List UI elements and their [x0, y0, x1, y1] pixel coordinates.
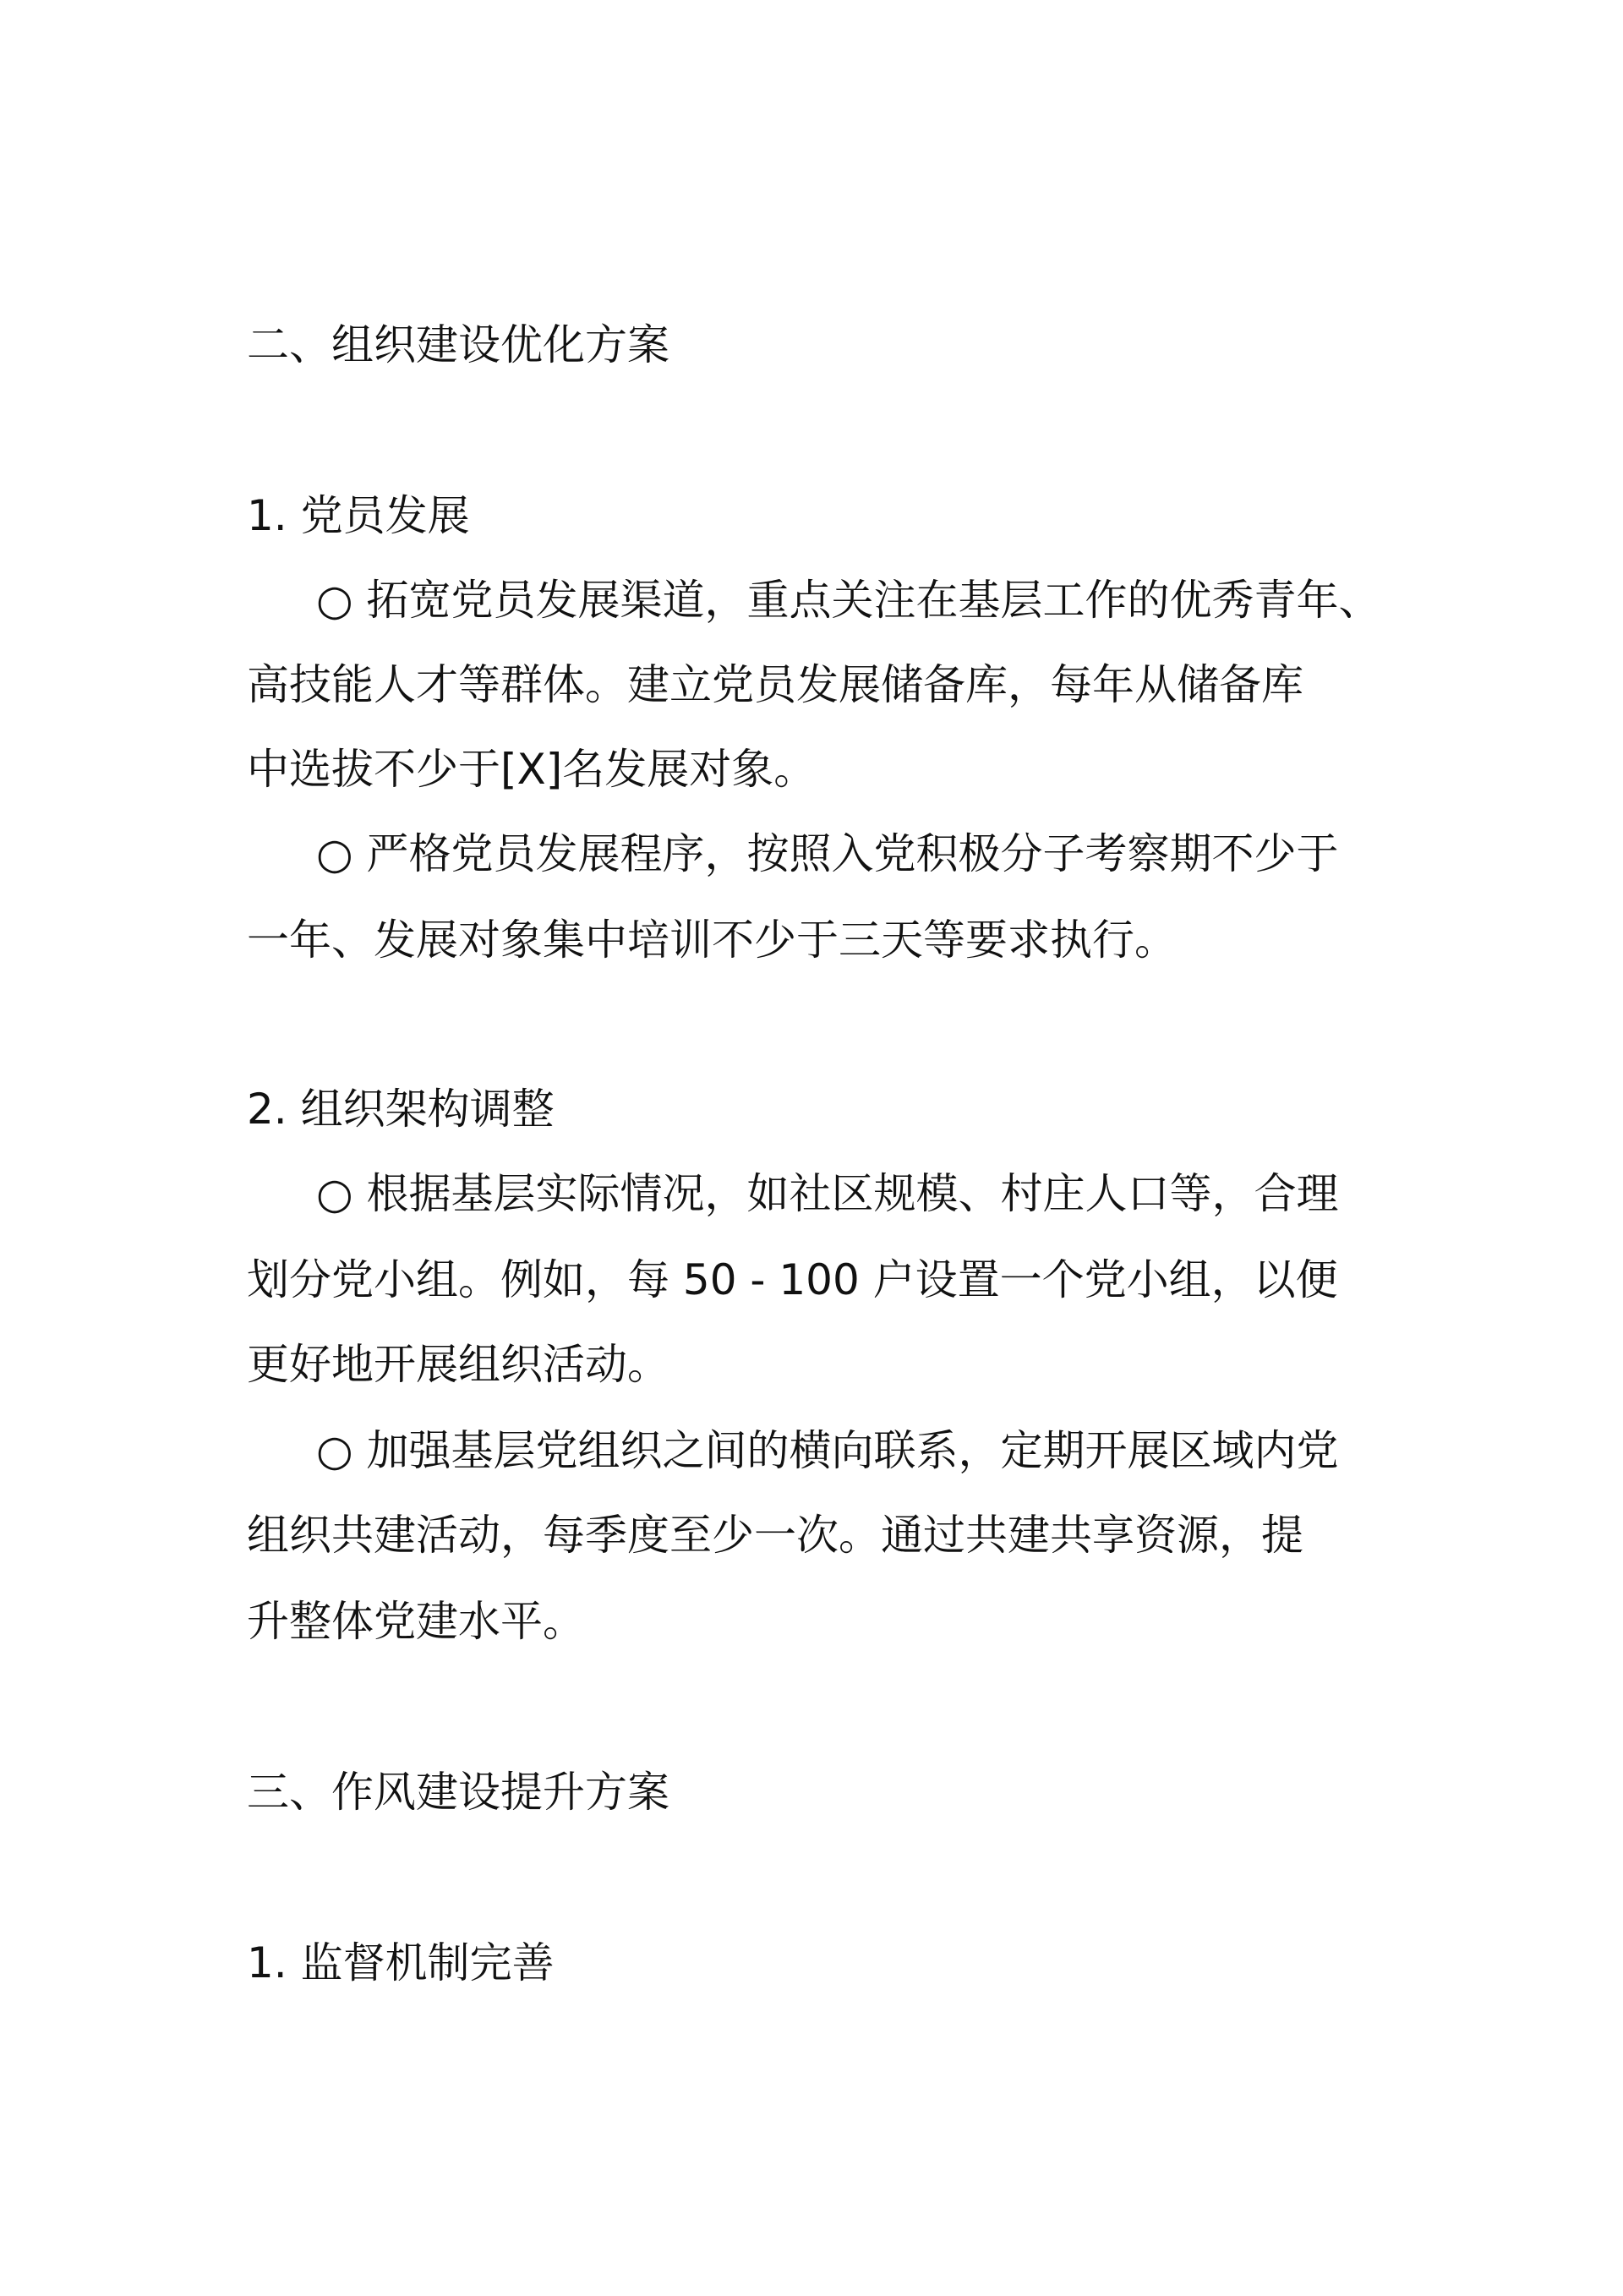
- paragraph-line: 划分党小组。例如，每 50 - 100 户设置一个党小组，以便: [247, 1255, 1338, 1304]
- paragraph-line: 中选拔不少于[X]名发展对象。: [247, 745, 817, 794]
- paragraph-line: 高技能人才等群体。建立党员发展储备库，每年从储备库: [247, 660, 1303, 709]
- subsection-title: 1. 监督机制完善: [247, 1938, 555, 1987]
- paragraph-line: ○ 加强基层党组织之间的横向联系，定期开展区域内党: [316, 1426, 1339, 1475]
- section-heading: 二、组织建设优化方案: [247, 320, 669, 369]
- paragraph-line: ○ 根据基层实际情况，如社区规模、村庄人口等，合理: [316, 1169, 1339, 1218]
- paragraph-line: 一年、发展对象集中培训不少于三天等要求执行。: [247, 916, 1177, 965]
- paragraph-line: 更好地开展组织活动。: [247, 1340, 669, 1389]
- paragraph-line: ○ 严格党员发展程序，按照入党积极分子考察期不少于: [316, 829, 1339, 878]
- paragraph-line: 升整体党建水平。: [247, 1597, 585, 1646]
- subsection-title: 2. 组织架构调整: [247, 1085, 555, 1134]
- subsection-title: 1. 党员发展: [247, 491, 470, 540]
- paragraph-line: ○ 拓宽党员发展渠道，重点关注在基层工作的优秀青年、: [316, 576, 1381, 625]
- section-heading: 三、作风建设提升方案: [247, 1768, 669, 1817]
- paragraph-line: 组织共建活动，每季度至少一次。通过共建共享资源，提: [247, 1511, 1303, 1560]
